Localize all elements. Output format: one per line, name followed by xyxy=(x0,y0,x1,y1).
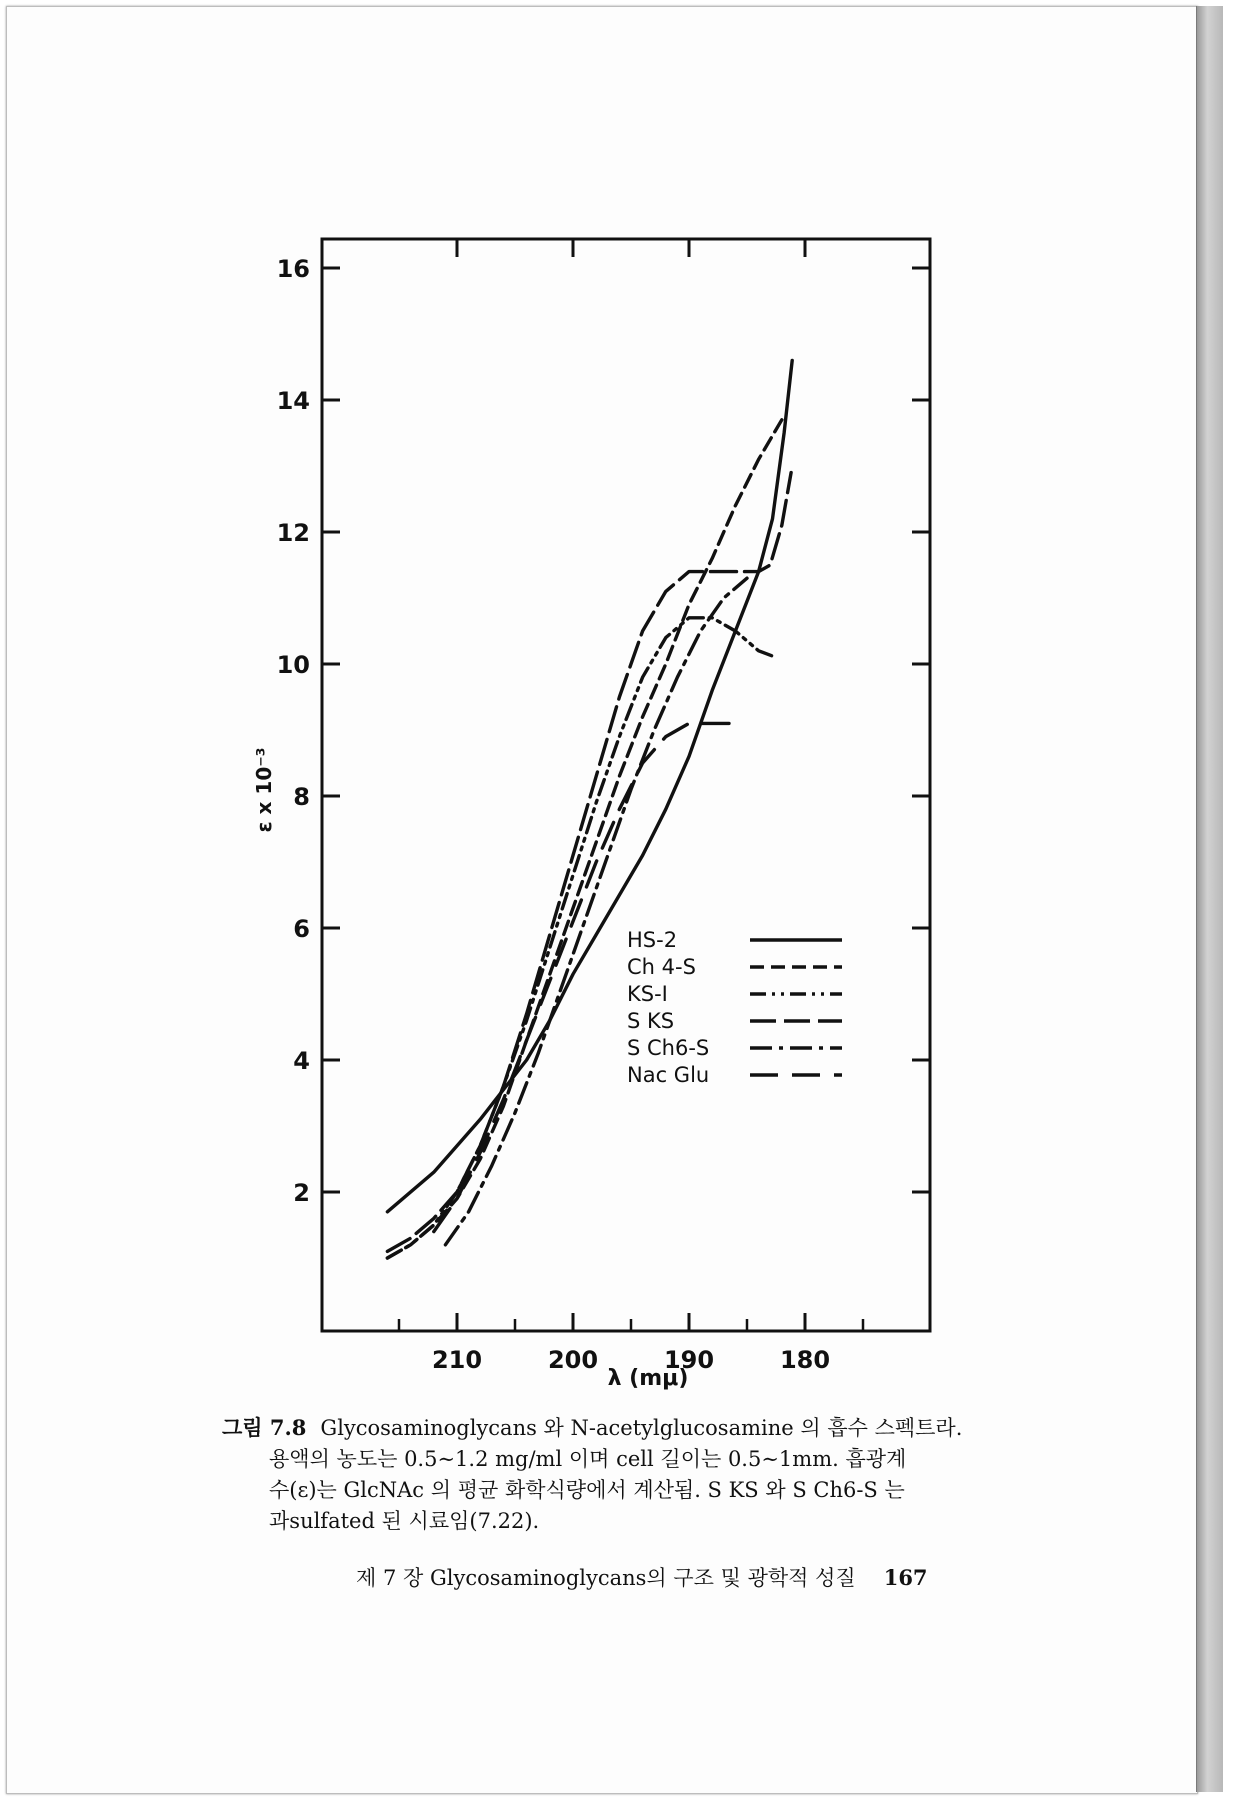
y-tick-label: 14 xyxy=(276,387,310,415)
x-tick-label: 210 xyxy=(431,1346,483,1374)
caption-line-3: 수(ε)는 GlcNAc 의 평균 화학식량에서 계산됨. S KS 와 S Ch6-S 는 xyxy=(269,1478,905,1502)
legend-label: S Ch6-S xyxy=(627,1036,710,1060)
caption-text-1: Glycosaminoglycans 와 N-acetylglucosamine 의 흡수 스펙트라. xyxy=(320,1416,963,1440)
ticks-layer xyxy=(277,239,930,1374)
running-footer xyxy=(356,1562,1056,1592)
legend-label: Nac Glu xyxy=(627,1063,710,1087)
series-line xyxy=(445,578,747,1245)
series-line xyxy=(387,360,792,1211)
x-tick-label: 200 xyxy=(547,1346,599,1374)
page-number: 167 xyxy=(883,1565,928,1590)
caption-line-1 xyxy=(222,1412,1022,1444)
y-axis-label: ε x 10⁻³ xyxy=(252,747,276,833)
caption-label: 그림 7.8 xyxy=(222,1415,307,1440)
chart-legend xyxy=(627,928,842,1087)
legend-label: S KS xyxy=(627,1009,675,1033)
y-tick-label: 10 xyxy=(276,651,310,679)
chapter-title: 제 7 장 Glycosaminoglycans의 구조 및 광학적 성질 xyxy=(356,1566,856,1590)
plot-frame xyxy=(322,239,930,1331)
y-tick-label: 2 xyxy=(293,1179,310,1207)
legend-label: HS-2 xyxy=(627,928,678,952)
x-tick-label: 180 xyxy=(779,1346,831,1374)
caption-line-2: 용액의 농도는 0.5∼1.2 mg/ml 이며 cell 길이는 0.5∼1mm. 흡광계 xyxy=(269,1447,907,1471)
caption-line-4: 과sulfated 된 시료임(7.22). xyxy=(269,1509,540,1533)
y-tick-label: 8 xyxy=(293,783,310,811)
legend-label: KS-I xyxy=(627,982,668,1006)
y-tick-label: 12 xyxy=(276,519,310,547)
y-tick-label: 16 xyxy=(276,255,310,283)
figure-caption xyxy=(222,1412,1022,1537)
x-axis-label: λ (mμ) xyxy=(607,1366,689,1391)
x-tick-label: 190 xyxy=(663,1346,715,1374)
y-tick-label: 6 xyxy=(293,915,310,943)
legend-label: Ch 4-S xyxy=(627,955,696,979)
series-line xyxy=(387,618,776,1258)
y-tick-label: 4 xyxy=(293,1047,310,1075)
series-layer xyxy=(387,360,792,1258)
